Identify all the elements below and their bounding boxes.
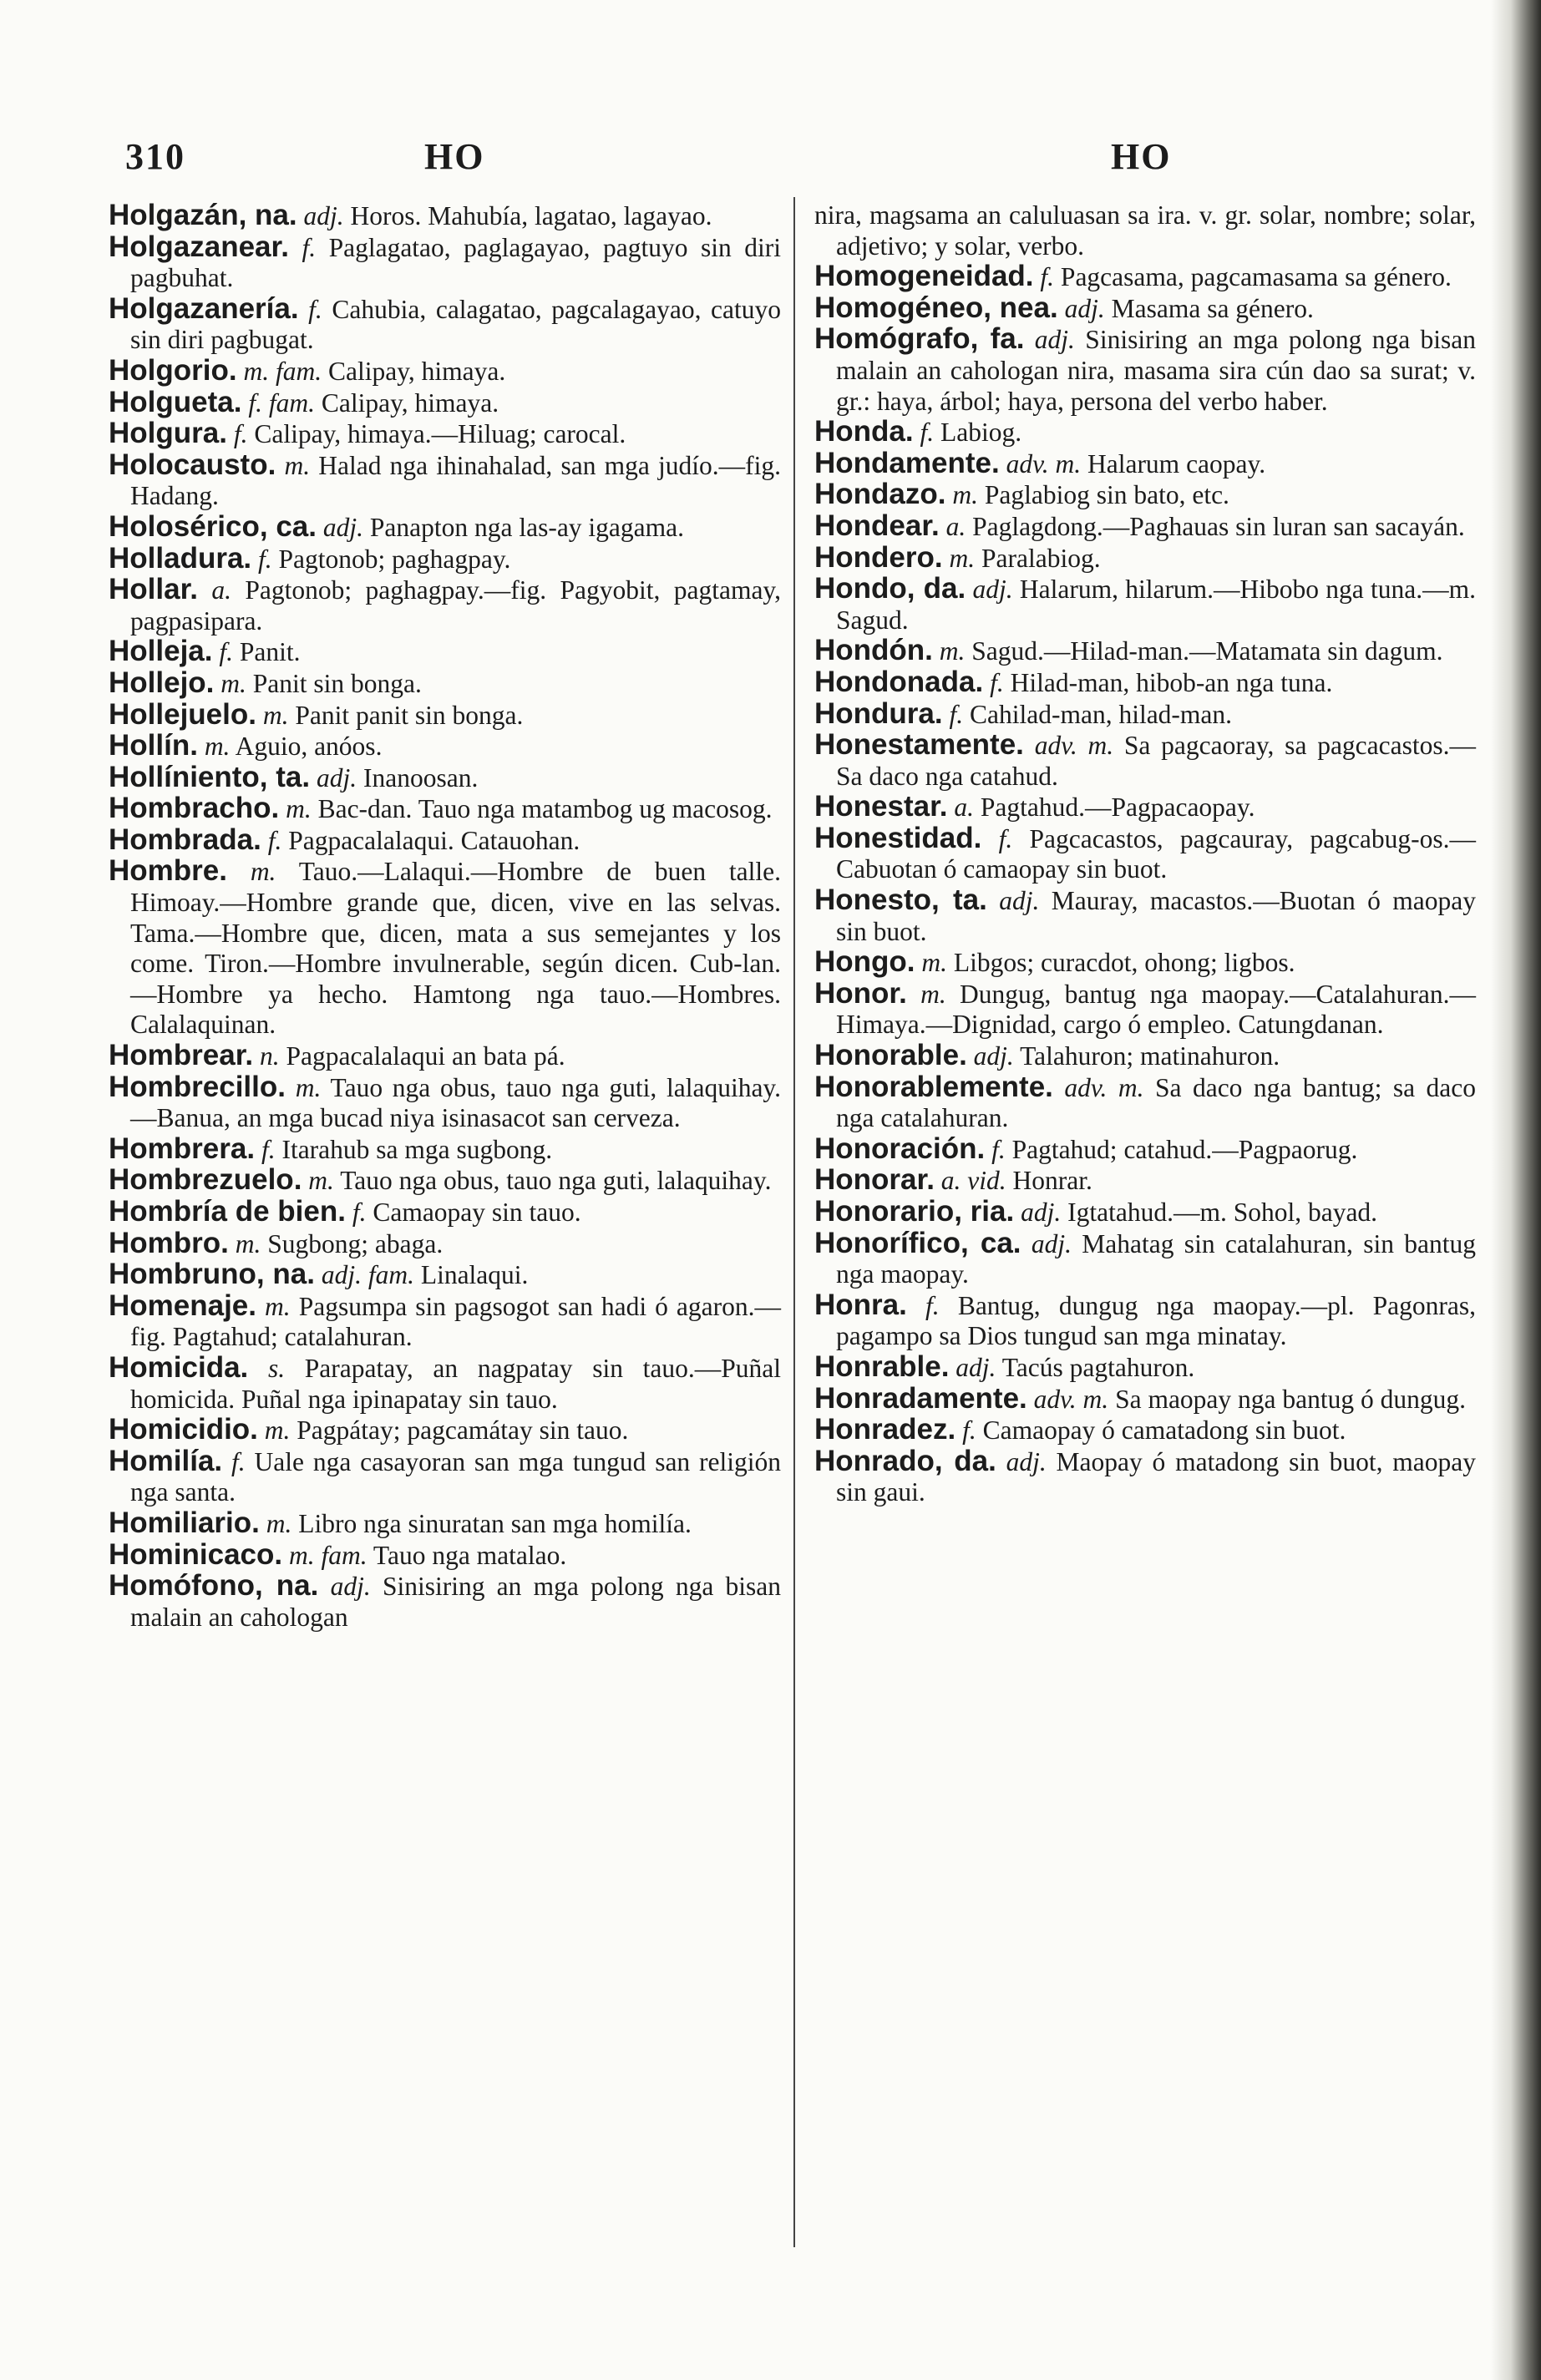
entry-definition: Pagsumpa sin pagsogot san hadi ó agaron.—fig. Pagtahud; catalahuran. bbox=[130, 1291, 782, 1352]
entry-definition: Tauo nga obus, tauo nga guti, lalaquihay. bbox=[340, 1166, 772, 1196]
entry-headword: Hombre. bbox=[109, 854, 227, 888]
entry-headword: Homenaje. bbox=[109, 1289, 256, 1322]
entry-grammar: f. bbox=[998, 823, 1013, 853]
entry-headword: Hombrecillo. bbox=[109, 1070, 286, 1103]
dictionary-entry bbox=[109, 509, 781, 544]
entry-grammar: adj. bbox=[1064, 293, 1105, 323]
dictionary-entry bbox=[814, 261, 1476, 293]
entry-grammar: adj. bbox=[999, 886, 1040, 916]
entry-headword: Honda. bbox=[814, 415, 914, 448]
entry-headword: Hondazo. bbox=[814, 478, 946, 511]
entry-definition: Sinisiring an mga polong nga bisan malain an cahologan bbox=[130, 1572, 782, 1632]
entry-headword: Hombrezuelo. bbox=[109, 1163, 302, 1197]
entry-definition: Camaopay ó camatadong sin buot. bbox=[982, 1415, 1346, 1446]
entry-grammar: m. bbox=[265, 1291, 291, 1321]
entry-headword: Hollín. bbox=[109, 729, 198, 762]
entry-grammar: adj. bbox=[1006, 1446, 1047, 1476]
entry-headword: Honrable. bbox=[814, 1350, 950, 1383]
entry-headword: Hondura. bbox=[814, 696, 943, 730]
entry-grammar: adj. bbox=[973, 1041, 1014, 1071]
entry-grammar: f. bbox=[920, 418, 935, 448]
entry-definition: Halarum, hilarum.—Hibobo nga tuna.—m. Sagud. bbox=[836, 575, 1477, 635]
dictionary-entry bbox=[814, 448, 1476, 480]
entry-definition: Linalaqui. bbox=[420, 1260, 529, 1290]
entry-headword: Holleja. bbox=[109, 635, 213, 668]
entry-definition: Sinisiring an mga polong nga bisan malain an cahologan nira, masama sira cún dao sa surat; v. gr.: haya, árbol; haya, persona del verbo haber. bbox=[836, 325, 1477, 416]
entry-definition: Honrar. bbox=[1012, 1166, 1092, 1196]
entry-grammar: f. bbox=[962, 1415, 976, 1446]
entry-definition: Dungug, bantug nga maopay.—Catalahuran.—Himaya.—Dignidad, cargo ó empleo. Catungdanan. bbox=[836, 979, 1477, 1040]
entry-headword: Holgazanear. bbox=[109, 230, 289, 263]
dictionary-entry bbox=[814, 976, 1477, 1041]
entry-grammar: adj. bbox=[1031, 1228, 1072, 1258]
entry-headword: Homófono, na. bbox=[109, 1569, 319, 1603]
entry-headword: Hondero. bbox=[814, 540, 943, 574]
entry-grammar: m. bbox=[952, 480, 978, 510]
dictionary-entry bbox=[109, 353, 781, 387]
dictionary-entry bbox=[109, 1072, 781, 1134]
dictionary-entry bbox=[109, 232, 781, 294]
entry-definition: Bantug, dungug nga maopay.—pl. Pagonras, pagampo sa Dios tungud san mga minatay. bbox=[836, 1290, 1477, 1351]
entry-grammar: m. bbox=[920, 979, 946, 1009]
entry-headword: Holgazanería. bbox=[109, 291, 299, 325]
entry-definition: Paglabiog sin bato, etc. bbox=[984, 480, 1229, 510]
dictionary-entry bbox=[814, 293, 1476, 325]
entry-headword: Honesto, ta. bbox=[814, 884, 987, 917]
entry-definition: Paglagdong.—Paghauas sin luran san sacayán. bbox=[972, 511, 1465, 541]
dictionary-entry bbox=[109, 793, 781, 825]
entry-headword: Hombría de bien. bbox=[109, 1195, 346, 1228]
entry-grammar: m. bbox=[221, 668, 246, 698]
entry-grammar: adv. m. bbox=[1006, 448, 1082, 479]
entry-grammar: f. bbox=[302, 232, 317, 262]
column-divider bbox=[793, 197, 795, 2247]
dictionary-entry bbox=[814, 823, 1476, 885]
entry-headword: Hombracho. bbox=[109, 792, 280, 825]
entry-headword: Honradez. bbox=[814, 1413, 956, 1446]
entry-definition: Pagtonob; paghagpay. bbox=[278, 544, 511, 574]
dictionary-entry bbox=[109, 541, 781, 575]
entry-headword: Homógrafo, fa. bbox=[814, 322, 1025, 356]
entry-grammar: adj. bbox=[1021, 1198, 1062, 1227]
dictionary-entry bbox=[814, 667, 1476, 699]
entry-grammar: m. bbox=[308, 1166, 334, 1196]
dictionary-entry bbox=[109, 450, 781, 512]
entry-definition: Pagpátay; pagcamátay sin tauo. bbox=[297, 1415, 629, 1446]
entry-headword: Hondamente. bbox=[814, 446, 1000, 479]
entry-headword: Holgueta. bbox=[109, 385, 242, 418]
entry-grammar: m. bbox=[939, 636, 966, 666]
entry-grammar: m. bbox=[262, 700, 289, 730]
entry-headword: Holocausto. bbox=[109, 448, 276, 481]
entry-definition: Sagud.—Hilad-man.—Matamata sin dagum. bbox=[971, 636, 1443, 666]
entry-headword: Honestidad. bbox=[814, 821, 982, 854]
entry-headword: Honestamente. bbox=[814, 728, 1024, 762]
entry-grammar: a. bbox=[211, 575, 231, 605]
entry-headword: Homogeneidad. bbox=[814, 260, 1034, 293]
entry-definition: Camaopay sin tauo. bbox=[373, 1198, 581, 1227]
entry-headword: Hombrear. bbox=[109, 1039, 254, 1072]
entry-grammar: m. fam. bbox=[243, 356, 322, 386]
entry-definition: Horos. Mahubía, lagatao, lagayao. bbox=[350, 201, 712, 230]
entry-grammar: m. bbox=[295, 1072, 322, 1102]
dictionary-entry bbox=[109, 1134, 781, 1166]
entry-grammar: a. bbox=[954, 792, 974, 823]
dictionary-entry bbox=[109, 1041, 781, 1072]
entry-grammar: f. bbox=[261, 1134, 276, 1164]
dictionary-entry bbox=[109, 1259, 781, 1291]
entry-headword: Hondear. bbox=[814, 509, 940, 542]
entry-headword: Hollejo. bbox=[109, 666, 215, 699]
entry-headword: Homicida. bbox=[109, 1350, 249, 1384]
entry-definition: Pagcacastos, pagcauray, pagcabug-os.—Cabuotan ó camaopay sin buot. bbox=[836, 823, 1476, 884]
entry-grammar: f. bbox=[258, 544, 272, 574]
entry-grammar: m. bbox=[949, 543, 976, 573]
dictionary-entry bbox=[109, 856, 781, 1041]
entry-definition: Pagpacalalaqui an bata pá. bbox=[286, 1041, 565, 1071]
entry-grammar: f. bbox=[233, 419, 248, 449]
dictionary-entry bbox=[814, 1197, 1476, 1228]
entry-grammar: a. vid. bbox=[940, 1166, 1006, 1196]
entry-grammar: a. bbox=[945, 511, 966, 541]
entry-definition: Maopay ó matadong sin buot, maopay sin gaui. bbox=[836, 1446, 1477, 1507]
entry-headword: Hongo. bbox=[814, 945, 915, 979]
entry-grammar: f. bbox=[219, 637, 233, 667]
entry-grammar: f. bbox=[231, 1446, 246, 1476]
entry-grammar: adj. bbox=[303, 201, 344, 230]
dictionary-entry bbox=[109, 1571, 781, 1633]
dictionary-entry bbox=[109, 731, 781, 762]
dictionary-entry bbox=[109, 387, 781, 419]
dictionary-entry bbox=[814, 324, 1476, 417]
dictionary-entry bbox=[109, 1291, 781, 1353]
entry-grammar: f. bbox=[949, 699, 964, 729]
entry-grammar: adj. bbox=[322, 512, 363, 542]
dictionary-entry bbox=[814, 1165, 1476, 1197]
entry-grammar: m. bbox=[235, 1228, 261, 1258]
entry-grammar: m. fam. bbox=[288, 1540, 368, 1570]
entry-headword: Honorífico, ca. bbox=[814, 1226, 1021, 1259]
entry-headword: Honrado, da. bbox=[814, 1444, 996, 1477]
entry-headword: Hollejuelo. bbox=[109, 697, 256, 731]
entry-headword: Honestar. bbox=[814, 790, 948, 823]
dictionary-entry bbox=[109, 418, 781, 450]
dictionary-entry bbox=[814, 479, 1476, 511]
dictionary-entry bbox=[814, 574, 1476, 636]
entry-definition: Aguio, anóos. bbox=[235, 732, 383, 762]
entry-grammar: m. bbox=[204, 732, 231, 762]
dictionary-entry bbox=[814, 1290, 1476, 1352]
entry-definition: Panapton nga las-ay igagama. bbox=[369, 512, 684, 542]
entry-definition: Inanoosan. bbox=[363, 762, 479, 792]
entry-definition: Tauo.—Lalaqui.—Hombre de buen talle. Himoay.—Hombre grande que, dicen, vive en las selvas. Tama.—Hombre que, dicen, mata a sus semejantes y los come. Tiron.—Hombre invulnerable, según dicen. Cub-lan.—Hombre ya hecho. Hamtong nga tauo.—Hombres. Calalaquinan. bbox=[130, 857, 781, 1040]
entry-definition: Sa daco nga bantug; sa daco nga catalahuran. bbox=[836, 1072, 1476, 1133]
entry-definition: Paglagatao, paglagayao, pagtuyo sin diri pagbuhat. bbox=[130, 232, 781, 293]
entry-headword: Holladura. bbox=[109, 541, 252, 575]
entry-headword: Hondonada. bbox=[814, 665, 984, 698]
entry-headword: Hombrera. bbox=[109, 1132, 256, 1165]
dictionary-entry bbox=[814, 1446, 1476, 1508]
entry-definition: Tacús pagtahuron. bbox=[1001, 1352, 1195, 1382]
entry-grammar: adj. bbox=[972, 575, 1013, 605]
entry-definition: Pagtonob; paghagpay.—fig. Pagyobit, pagtamay, pagpasipara. bbox=[130, 575, 782, 636]
dictionary-entry bbox=[814, 730, 1476, 792]
entry-grammar: adj. bbox=[956, 1352, 996, 1382]
dictionary-entry bbox=[109, 1446, 781, 1508]
dictionary-entry bbox=[814, 417, 1476, 448]
entry-grammar: f. bbox=[267, 825, 282, 855]
entry-grammar: adv. m. bbox=[1064, 1072, 1144, 1102]
dictionary-entry bbox=[109, 636, 781, 668]
entry-headword: Hombro. bbox=[109, 1226, 229, 1259]
entry-definition: Bac-dan. Tauo nga matambog ug macosog. bbox=[317, 794, 773, 824]
guide-word-right: HO bbox=[1111, 136, 1172, 177]
entry-definition: Halad nga ihinahalad, san mga judío.—fig. Hadang. bbox=[130, 450, 781, 511]
dictionary-entry bbox=[814, 1134, 1476, 1166]
entry-definition: Cahubia, calagatao, pagcalagayao, catuyo sin diri pagbugat. bbox=[130, 294, 782, 355]
entry-definition: Tauo nga obus, tauo nga guti, lalaquihay.—Banua, an mga bucad niya isinasacot san cerveza. bbox=[130, 1072, 782, 1133]
entry-grammar: m. bbox=[266, 1508, 292, 1538]
entry-headword: Hondo, da. bbox=[814, 572, 966, 605]
entry-headword: Hombruno, na. bbox=[109, 1258, 315, 1291]
entry-definition: Libro nga sinuratan san mga homilía. bbox=[298, 1508, 692, 1538]
entry-headword: Honorable. bbox=[814, 1039, 967, 1072]
dictionary-entry bbox=[109, 762, 781, 794]
entry-headword: Holgazán, na. bbox=[109, 199, 297, 231]
entry-definition: Pagcasama, pagcamasama sa género. bbox=[1060, 262, 1452, 292]
dictionary-entry bbox=[814, 540, 1476, 575]
dictionary-entry bbox=[109, 1228, 781, 1260]
dictionary-entry bbox=[109, 1197, 781, 1228]
entry-headword: Holosérico, ca. bbox=[109, 509, 317, 543]
dictionary-entry bbox=[109, 668, 781, 700]
entry-definition: Masama sa género. bbox=[1111, 293, 1314, 323]
entry-definition: Sugbong; abaga. bbox=[267, 1228, 444, 1258]
entry-grammar: adj. bbox=[1034, 325, 1075, 355]
right-column bbox=[814, 200, 1476, 1508]
dictionary-entry bbox=[814, 1041, 1476, 1072]
entry-definition: Halarum caopay. bbox=[1087, 448, 1266, 479]
entry-definition: Calipay, himaya. bbox=[321, 387, 499, 418]
dictionary-entry bbox=[814, 792, 1476, 823]
entry-grammar: f. bbox=[352, 1198, 367, 1227]
entry-definition: Calipay, himaya.—Hiluag; carocal. bbox=[254, 419, 626, 449]
dictionary-entry bbox=[814, 1415, 1476, 1446]
entry-grammar: f. bbox=[308, 294, 322, 324]
page-number: 310 bbox=[125, 136, 185, 177]
dictionary-entry bbox=[814, 636, 1476, 667]
entry-definition: Pagtahud; catahud.—Pagpaorug. bbox=[1011, 1134, 1358, 1164]
entry-definition: Paralabiog. bbox=[981, 543, 1101, 573]
entry-grammar: f. bbox=[990, 667, 1004, 697]
entry-headword: Honor. bbox=[814, 976, 907, 1010]
entry-headword: Hollar. bbox=[109, 573, 198, 606]
dictionary-entry bbox=[109, 1415, 781, 1446]
entry-definition: Talahuron; matinahuron. bbox=[1020, 1041, 1280, 1071]
entry-grammar: n. bbox=[260, 1041, 280, 1071]
entry-headword: Homiliario. bbox=[109, 1506, 260, 1539]
entry-definition: Mahatag sin catalahuran, sin bantug nga maopay. bbox=[836, 1228, 1477, 1289]
entry-grammar: s. bbox=[267, 1353, 286, 1383]
entry-headword: Holgorio. bbox=[109, 353, 237, 387]
dictionary-entry bbox=[814, 1228, 1476, 1290]
entry-definition: Calipay, himaya. bbox=[327, 356, 506, 386]
entry-headword: Hominicaco. bbox=[109, 1537, 283, 1571]
entry-definition: Sa pagcaoray, sa pagcacastos.—Sa daco nga catahud. bbox=[836, 731, 1476, 791]
entry-grammar: adj. bbox=[330, 1572, 371, 1602]
entry-headword: Honorablemente. bbox=[814, 1070, 1053, 1103]
dictionary-entry bbox=[814, 200, 1476, 261]
entry-grammar: f. bbox=[1040, 262, 1055, 292]
entry-headword: Hondón. bbox=[814, 634, 933, 667]
entry-definition: Panit. bbox=[239, 637, 301, 667]
entry-grammar: m. bbox=[284, 450, 311, 480]
entry-headword: Honra. bbox=[814, 1288, 907, 1321]
dictionary-entry bbox=[109, 1508, 781, 1540]
entry-grammar: f. fam. bbox=[248, 387, 315, 418]
entry-definition: Tauo nga matalao. bbox=[373, 1540, 567, 1570]
entry-definition: Hilad-man, hibob-an nga tuna. bbox=[1010, 667, 1333, 697]
entry-grammar: adj. bbox=[316, 762, 357, 792]
entry-definition: Igtatahud.—m. Sohol, bayad. bbox=[1067, 1198, 1378, 1227]
entry-definition: Cahilad-man, hilad-man. bbox=[970, 699, 1233, 729]
entry-grammar: f. bbox=[991, 1134, 1006, 1164]
dictionary-entry bbox=[109, 200, 781, 232]
dictionary-entry bbox=[109, 697, 781, 732]
entry-grammar: m. bbox=[286, 794, 312, 824]
dictionary-entry bbox=[814, 1072, 1476, 1134]
entry-grammar: f. bbox=[925, 1290, 940, 1320]
entry-headword: Honorar. bbox=[814, 1163, 935, 1197]
entry-headword: Homicidio. bbox=[109, 1413, 258, 1446]
entry-headword: Honorario, ria. bbox=[814, 1195, 1015, 1228]
entry-definition: Pagtahud.—Pagpacaopay. bbox=[980, 792, 1255, 823]
entry-definition: Uale nga casayoran san mga tungud san religión nga santa. bbox=[130, 1446, 782, 1507]
entry-grammar: adv. m. bbox=[1034, 731, 1114, 761]
guide-word-left: HO bbox=[424, 136, 485, 177]
entry-headword: Holgura. bbox=[109, 417, 227, 450]
entry-definition: Panit sin bonga. bbox=[252, 668, 422, 698]
entry-definition: Libgos; curacdot, ohong; ligbos. bbox=[953, 948, 1295, 978]
dictionary-entry bbox=[814, 885, 1476, 947]
entry-headword: Homilía. bbox=[109, 1444, 223, 1477]
dictionary-entry bbox=[109, 291, 782, 356]
dictionary-entry bbox=[814, 1352, 1476, 1384]
dictionary-entry bbox=[109, 1165, 781, 1197]
entry-grammar: adv. m. bbox=[1033, 1384, 1109, 1414]
entry-definition: nira, magsama an caluluasan sa ira. v. gr. solar, nombre; solar, adjetivo; y solar, verbo. bbox=[814, 200, 1476, 261]
dictionary-entry bbox=[814, 947, 1476, 979]
dictionary-entry bbox=[814, 1381, 1476, 1415]
dictionary-entry bbox=[109, 1350, 781, 1415]
entry-definition: Itarahub sa mga sugbong. bbox=[281, 1134, 553, 1164]
entry-grammar: m. bbox=[264, 1415, 291, 1446]
entry-definition: Mauray, macastos.—Buotan ó maopay sin buot. bbox=[836, 886, 1476, 946]
entry-definition: Parapatay, an nagpatay sin tauo.—Puñal homicida. Puñal nga ipinapatay sin tauo. bbox=[130, 1353, 781, 1414]
dictionary-entry bbox=[814, 696, 1476, 731]
entry-headword: Hollíniento, ta. bbox=[109, 760, 311, 793]
dictionary-entry bbox=[109, 1537, 781, 1572]
entry-headword: Hombrada. bbox=[109, 823, 261, 856]
dictionary-entry bbox=[814, 511, 1476, 543]
left-column bbox=[109, 200, 781, 1633]
entry-headword: Homogéneo, nea. bbox=[814, 291, 1058, 324]
entry-definition: Labiog. bbox=[940, 418, 1022, 448]
entry-definition: Pagpacalalaqui. Catauohan. bbox=[288, 825, 580, 855]
entry-grammar: m. bbox=[921, 948, 948, 978]
dictionary-entry bbox=[109, 575, 781, 636]
entry-grammar: m. bbox=[250, 857, 276, 887]
entry-definition: Sa maopay nga bantug ó dungug. bbox=[1115, 1384, 1466, 1414]
entry-headword: Honradamente. bbox=[814, 1381, 1027, 1415]
dictionary-entry bbox=[109, 825, 781, 857]
entry-definition: Panit panit sin bonga. bbox=[295, 700, 524, 730]
entry-grammar: adj. fam. bbox=[321, 1260, 414, 1290]
entry-headword: Honoración. bbox=[814, 1132, 986, 1165]
book-binding-edge bbox=[1491, 0, 1541, 2380]
